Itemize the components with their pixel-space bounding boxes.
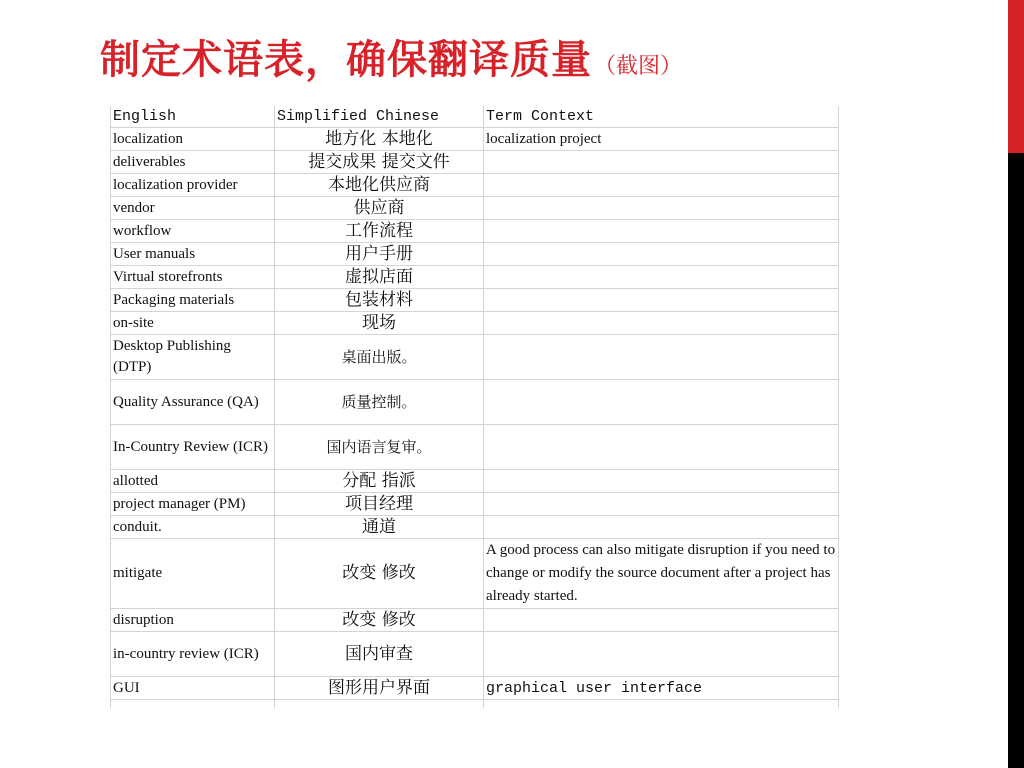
cell-english: vendor	[111, 197, 275, 220]
table-row	[111, 335, 839, 380]
cell-english: disruption	[111, 609, 275, 632]
table-row	[111, 380, 839, 425]
cell-context	[484, 425, 839, 470]
cell-english: User manuals	[111, 243, 275, 266]
cell-english: in-country review (ICR)	[111, 632, 275, 677]
table-row	[111, 266, 839, 289]
cell-chinese: 提交成果 提交文件	[275, 151, 484, 174]
cell-english: Desktop Publishing (DTP)	[111, 335, 275, 380]
cell-english: localization	[111, 128, 275, 151]
cell-chinese: 本地化供应商	[275, 174, 484, 197]
glossary-table	[110, 106, 839, 708]
slide-title-sub: （截图）	[594, 54, 683, 79]
table-row	[111, 539, 839, 609]
table-row	[111, 425, 839, 470]
cell-context	[484, 609, 839, 632]
cell-english: GUI	[111, 677, 275, 700]
header-term-context: Term Context	[484, 106, 839, 128]
table-row	[111, 220, 839, 243]
cell-context	[484, 312, 839, 335]
cell-context	[484, 470, 839, 493]
cell-context: A good process can also mitigate disruption if you need to change or modify the source document after a project has already started.	[484, 539, 839, 609]
slide-title-main: 制定术语表，确保翻译质量	[100, 37, 592, 83]
cell-chinese: 工作流程	[275, 220, 484, 243]
cell-chinese: 图形用户界面	[275, 677, 484, 700]
cell-chinese: 供应商	[275, 197, 484, 220]
slide-title	[100, 28, 682, 85]
table-row	[111, 632, 839, 677]
table-row	[111, 312, 839, 335]
cell-english: on-site	[111, 312, 275, 335]
cell-english: workflow	[111, 220, 275, 243]
cell-english: In-Country Review (ICR)	[111, 425, 275, 470]
table-row	[111, 197, 839, 220]
cell-context: localization project	[484, 128, 839, 151]
cell-context	[484, 335, 839, 380]
cell-context	[484, 516, 839, 539]
cell-english: conduit.	[111, 516, 275, 539]
cell-chinese: 项目经理	[275, 493, 484, 516]
table-row	[111, 289, 839, 312]
cell-english: Quality Assurance (QA)	[111, 380, 275, 425]
cell-chinese: 现场	[275, 312, 484, 335]
cell-context: graphical user interface	[484, 677, 839, 700]
table-row	[111, 609, 839, 632]
side-accent-bar-red	[1008, 0, 1024, 153]
cell-context	[484, 266, 839, 289]
cell-context	[484, 151, 839, 174]
cell-context	[484, 493, 839, 516]
cell-chinese: 国内语言复审。	[275, 425, 484, 470]
table-row	[111, 243, 839, 266]
header-simplified-chinese: Simplified Chinese	[275, 106, 484, 128]
table-row	[111, 151, 839, 174]
cell-chinese: 改变 修改	[275, 609, 484, 632]
cell-chinese: 国内审查	[275, 632, 484, 677]
cell-english: localization provider	[111, 174, 275, 197]
cell-english: allotted	[111, 470, 275, 493]
header-english: English	[111, 106, 275, 128]
cell-context	[484, 289, 839, 312]
cell-context	[484, 174, 839, 197]
cell-context	[484, 380, 839, 425]
table-row	[111, 516, 839, 539]
cell-context	[484, 632, 839, 677]
cell-chinese: 用户手册	[275, 243, 484, 266]
table-tail-row	[111, 700, 839, 709]
table-header-row	[111, 106, 839, 128]
table-row	[111, 174, 839, 197]
cell-context	[484, 220, 839, 243]
table-row	[111, 493, 839, 516]
cell-english: Packaging materials	[111, 289, 275, 312]
cell-chinese: 改变 修改	[275, 539, 484, 609]
cell-chinese: 地方化 本地化	[275, 128, 484, 151]
cell-context	[484, 197, 839, 220]
table-row	[111, 470, 839, 493]
cell-chinese: 桌面出版。	[275, 335, 484, 380]
cell-chinese: 包装材料	[275, 289, 484, 312]
cell-english: deliverables	[111, 151, 275, 174]
table-row	[111, 677, 839, 700]
cell-chinese: 通道	[275, 516, 484, 539]
cell-context	[484, 243, 839, 266]
cell-chinese: 虚拟店面	[275, 266, 484, 289]
cell-english: mitigate	[111, 539, 275, 609]
cell-chinese: 分配 指派	[275, 470, 484, 493]
side-accent-bar-black	[1008, 153, 1024, 768]
cell-chinese: 质量控制。	[275, 380, 484, 425]
table-row	[111, 128, 839, 151]
cell-english: project manager (PM)	[111, 493, 275, 516]
cell-english: Virtual storefronts	[111, 266, 275, 289]
